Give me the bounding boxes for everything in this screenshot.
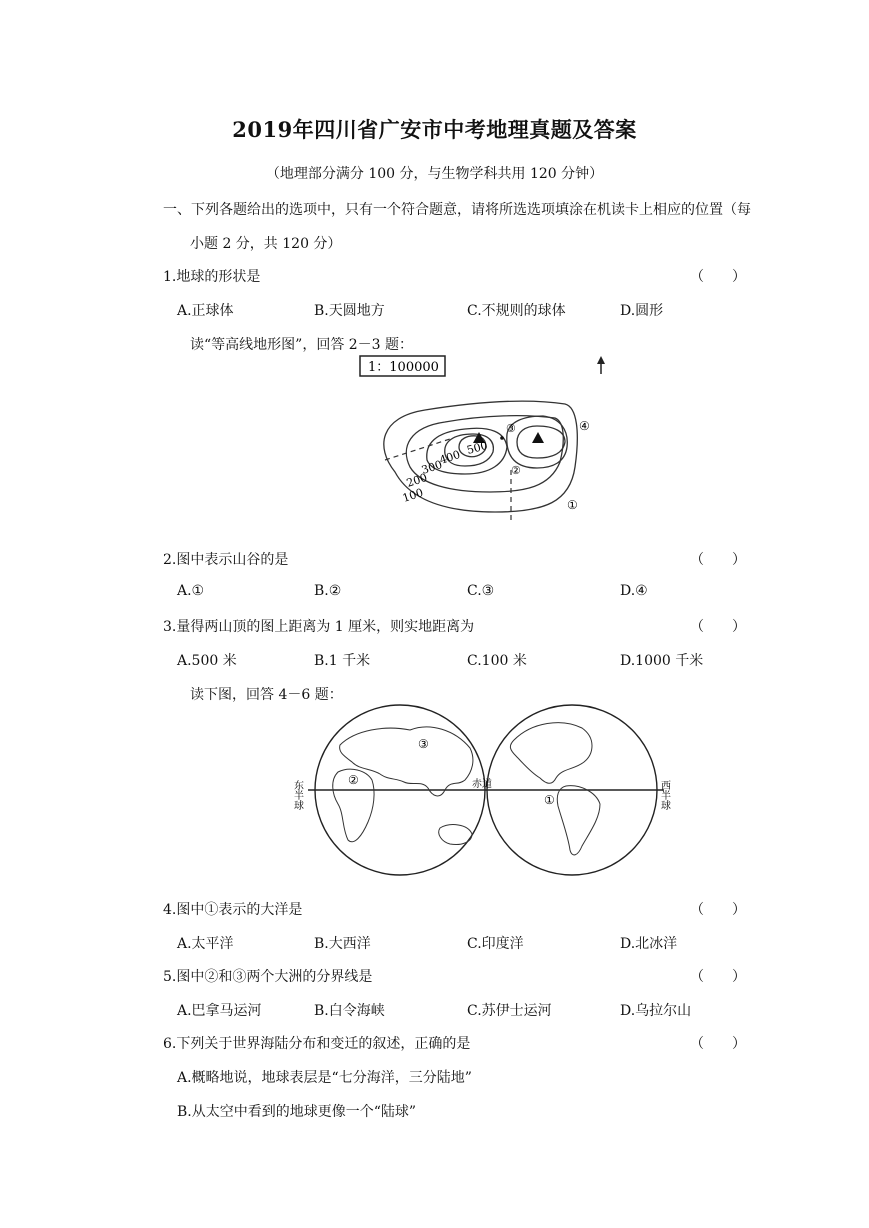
north-arrow-icon bbox=[597, 356, 605, 374]
question-5-option-d: D.乌拉尔山 bbox=[620, 1003, 692, 1019]
western-hemisphere-label: 西半球 bbox=[658, 780, 670, 810]
contour-map-figure bbox=[355, 352, 615, 530]
question-2-option-d: D.④ bbox=[620, 583, 648, 599]
scale-label: 1：100000 bbox=[368, 360, 439, 375]
peak-icon-east bbox=[532, 432, 544, 443]
question-4-stem: 4.图中①表示的大洋是 bbox=[163, 902, 303, 918]
question-6-option-a: A.概略地说，地球表层是“七分海洋，三分陆地” bbox=[177, 1070, 472, 1086]
question-4-answer-paren: （ ） bbox=[690, 902, 746, 918]
contour-label-300: 300 bbox=[419, 458, 444, 477]
question-2-option-c: C.③ bbox=[467, 583, 495, 599]
question-1-stem: 1.地球的形状是 bbox=[163, 269, 261, 285]
question-1-option-d: D.圆形 bbox=[620, 303, 664, 319]
question-3-answer-paren: （ ） bbox=[690, 619, 746, 635]
question-2-option-b: B.② bbox=[314, 583, 342, 599]
read-prompt-world-map: 读下图，回答 4－6 题： bbox=[190, 687, 343, 703]
australia-outline bbox=[439, 825, 472, 845]
world-marker-3: ③ bbox=[418, 737, 429, 751]
question-3-option-d: D.1000 千米 bbox=[620, 653, 704, 669]
contour-line-200 bbox=[406, 416, 563, 492]
equator-label: 赤道 bbox=[472, 779, 492, 790]
question-4-option-b: B.大西洋 bbox=[314, 936, 371, 952]
section-instruction-line2: 小题 2 分，共 120 分） bbox=[190, 236, 342, 252]
question-3-option-b: B.1 千米 bbox=[314, 653, 371, 669]
question-4-option-d: D.北冰洋 bbox=[620, 936, 678, 952]
question-6-option-b: B.从太空中看到的地球更像一个“陆球” bbox=[177, 1104, 417, 1120]
read-prompt-contour: 读“等高线地形图”，回答 2－3 题： bbox=[190, 337, 414, 353]
question-4-option-a: A.太平洋 bbox=[177, 936, 234, 952]
world-hemispheres-figure bbox=[291, 700, 672, 880]
contour-label-200: 200 bbox=[404, 471, 429, 490]
contour-marker-2: ② bbox=[511, 464, 521, 477]
question-5-option-b: B.白令海峡 bbox=[314, 1003, 385, 1019]
contour-marker-4: ④ bbox=[579, 419, 590, 433]
question-1-option-c: C.不规则的球体 bbox=[467, 303, 566, 319]
north-america-outline bbox=[510, 723, 592, 784]
page-subtitle: （地理部分满分 100 分，与生物学科共用 120 分钟） bbox=[265, 166, 604, 182]
question-5-option-a: A.巴拿马运河 bbox=[177, 1003, 262, 1019]
question-5-stem: 5.图中②和③两个大洲的分界线是 bbox=[163, 969, 373, 985]
world-marker-1: ① bbox=[544, 793, 555, 807]
contour-marker-1: ① bbox=[567, 498, 578, 512]
question-6-stem: 6.下列关于世界海陆分布和变迁的叙述，正确的是 bbox=[163, 1036, 471, 1052]
question-3-stem: 3.量得两山顶的图上距离为 1 厘米，则实地距离为 bbox=[163, 619, 475, 635]
question-2-stem: 2.图中表示山谷的是 bbox=[163, 552, 289, 568]
eastern-hemisphere-label: 东半球 bbox=[291, 780, 303, 810]
south-america-outline bbox=[557, 786, 600, 855]
question-4-option-c: C.印度洋 bbox=[467, 936, 524, 952]
page-title: 2019年四川省广安市中考地理真题及答案 bbox=[232, 117, 637, 142]
question-6-answer-paren: （ ） bbox=[690, 1036, 746, 1052]
contour-marker-3: ③ bbox=[506, 422, 516, 435]
contour-label-400: 400 bbox=[437, 448, 462, 467]
question-1-answer-paren: （ ） bbox=[690, 269, 746, 285]
question-3-option-a: A.500 米 bbox=[177, 653, 237, 669]
question-5-option-c: C.苏伊士运河 bbox=[467, 1003, 552, 1019]
question-1-option-b: B.天圆地方 bbox=[314, 303, 385, 319]
contour-label-100: 100 bbox=[400, 486, 425, 505]
question-2-answer-paren: （ ） bbox=[690, 552, 746, 568]
eurasia-outline bbox=[340, 727, 473, 796]
question-1-option-a: A.正球体 bbox=[177, 303, 234, 319]
contour-label-500: 500 bbox=[465, 438, 490, 457]
section-instruction-line1: 一、下列各题给出的选项中，只有一个符合题意，请将所选选项填涂在机读卡上相应的位置（每 bbox=[163, 202, 751, 218]
question-3-option-c: C.100 米 bbox=[467, 653, 527, 669]
question-5-answer-paren: （ ） bbox=[690, 969, 746, 985]
world-marker-2: ② bbox=[348, 773, 359, 787]
saddle-point-dot bbox=[500, 436, 504, 440]
question-2-option-a: A.① bbox=[177, 583, 205, 599]
